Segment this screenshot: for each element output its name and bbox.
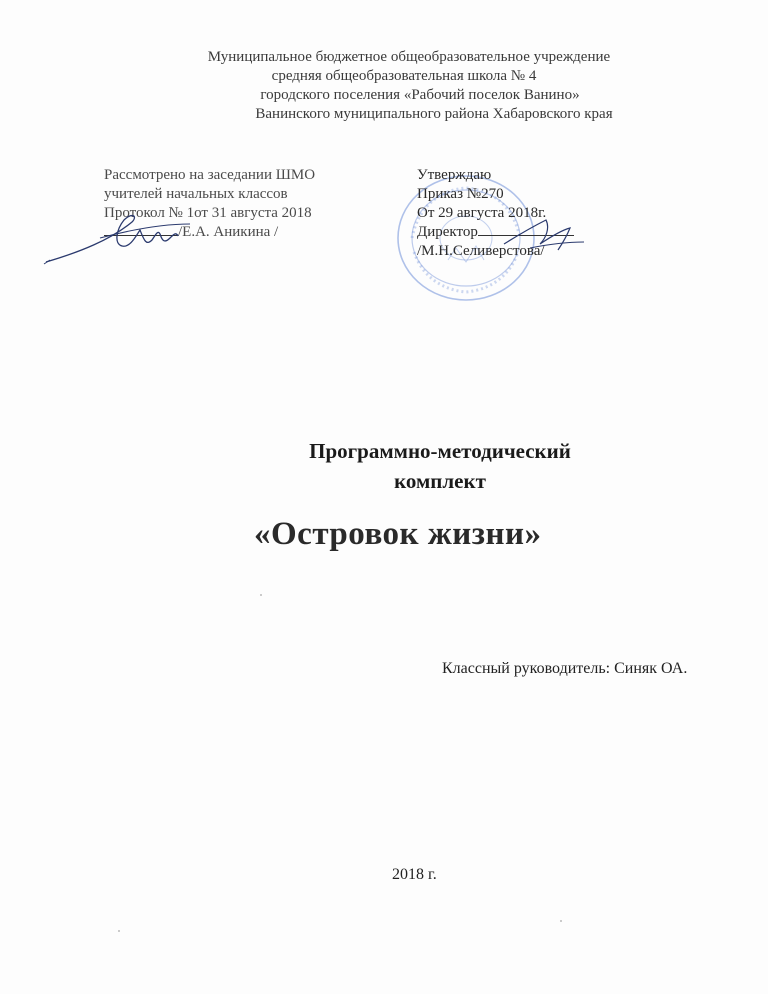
approval-block	[417, 166, 574, 261]
approval-line-5: /М.Н.Селиверстова/	[417, 243, 545, 259]
class-teacher: Классный руководитель: Синяк ОА.	[442, 660, 688, 677]
document-title	[250, 436, 630, 496]
header-line-3: городского поселения «Рабочий поселок Ванино»	[260, 87, 580, 103]
scan-speck	[260, 594, 262, 596]
review-signer: /Е.А. Аникина /	[178, 224, 279, 240]
review-line-4	[104, 223, 315, 242]
approval-line-4	[417, 223, 574, 242]
title-line-1: Программно-методический	[309, 439, 571, 463]
approval-line-3: От 29 августа 2018г.	[417, 205, 547, 221]
project-name: «Островок жизни»	[254, 516, 542, 552]
director-signature-line	[478, 235, 574, 236]
header-line-1: Муниципальное бюджетное общеобразовательное учреждение	[207, 49, 611, 65]
approval-line-1: Утверждаю	[417, 167, 492, 183]
review-line-3: Протокол № 1от 31 августа 2018	[104, 205, 312, 221]
scan-speck	[118, 930, 120, 932]
school-header	[0, 48, 768, 124]
review-line-2: учителей начальных классов	[104, 186, 288, 202]
header-line-2: средняя общеобразовательная школа № 4	[271, 68, 537, 84]
review-block	[104, 166, 315, 242]
document-year: 2018 г.	[392, 866, 437, 883]
title-line-2: комплект	[394, 469, 486, 493]
director-label: Директор	[417, 224, 478, 240]
header-line-4: Ванинского муниципального района Хабаровского края	[255, 106, 613, 122]
signature-underline	[104, 235, 178, 236]
scan-speck	[560, 920, 562, 922]
approval-line-2: Приказ №270	[417, 186, 504, 202]
review-line-1: Рассмотрено на заседании ШМО	[104, 167, 316, 183]
